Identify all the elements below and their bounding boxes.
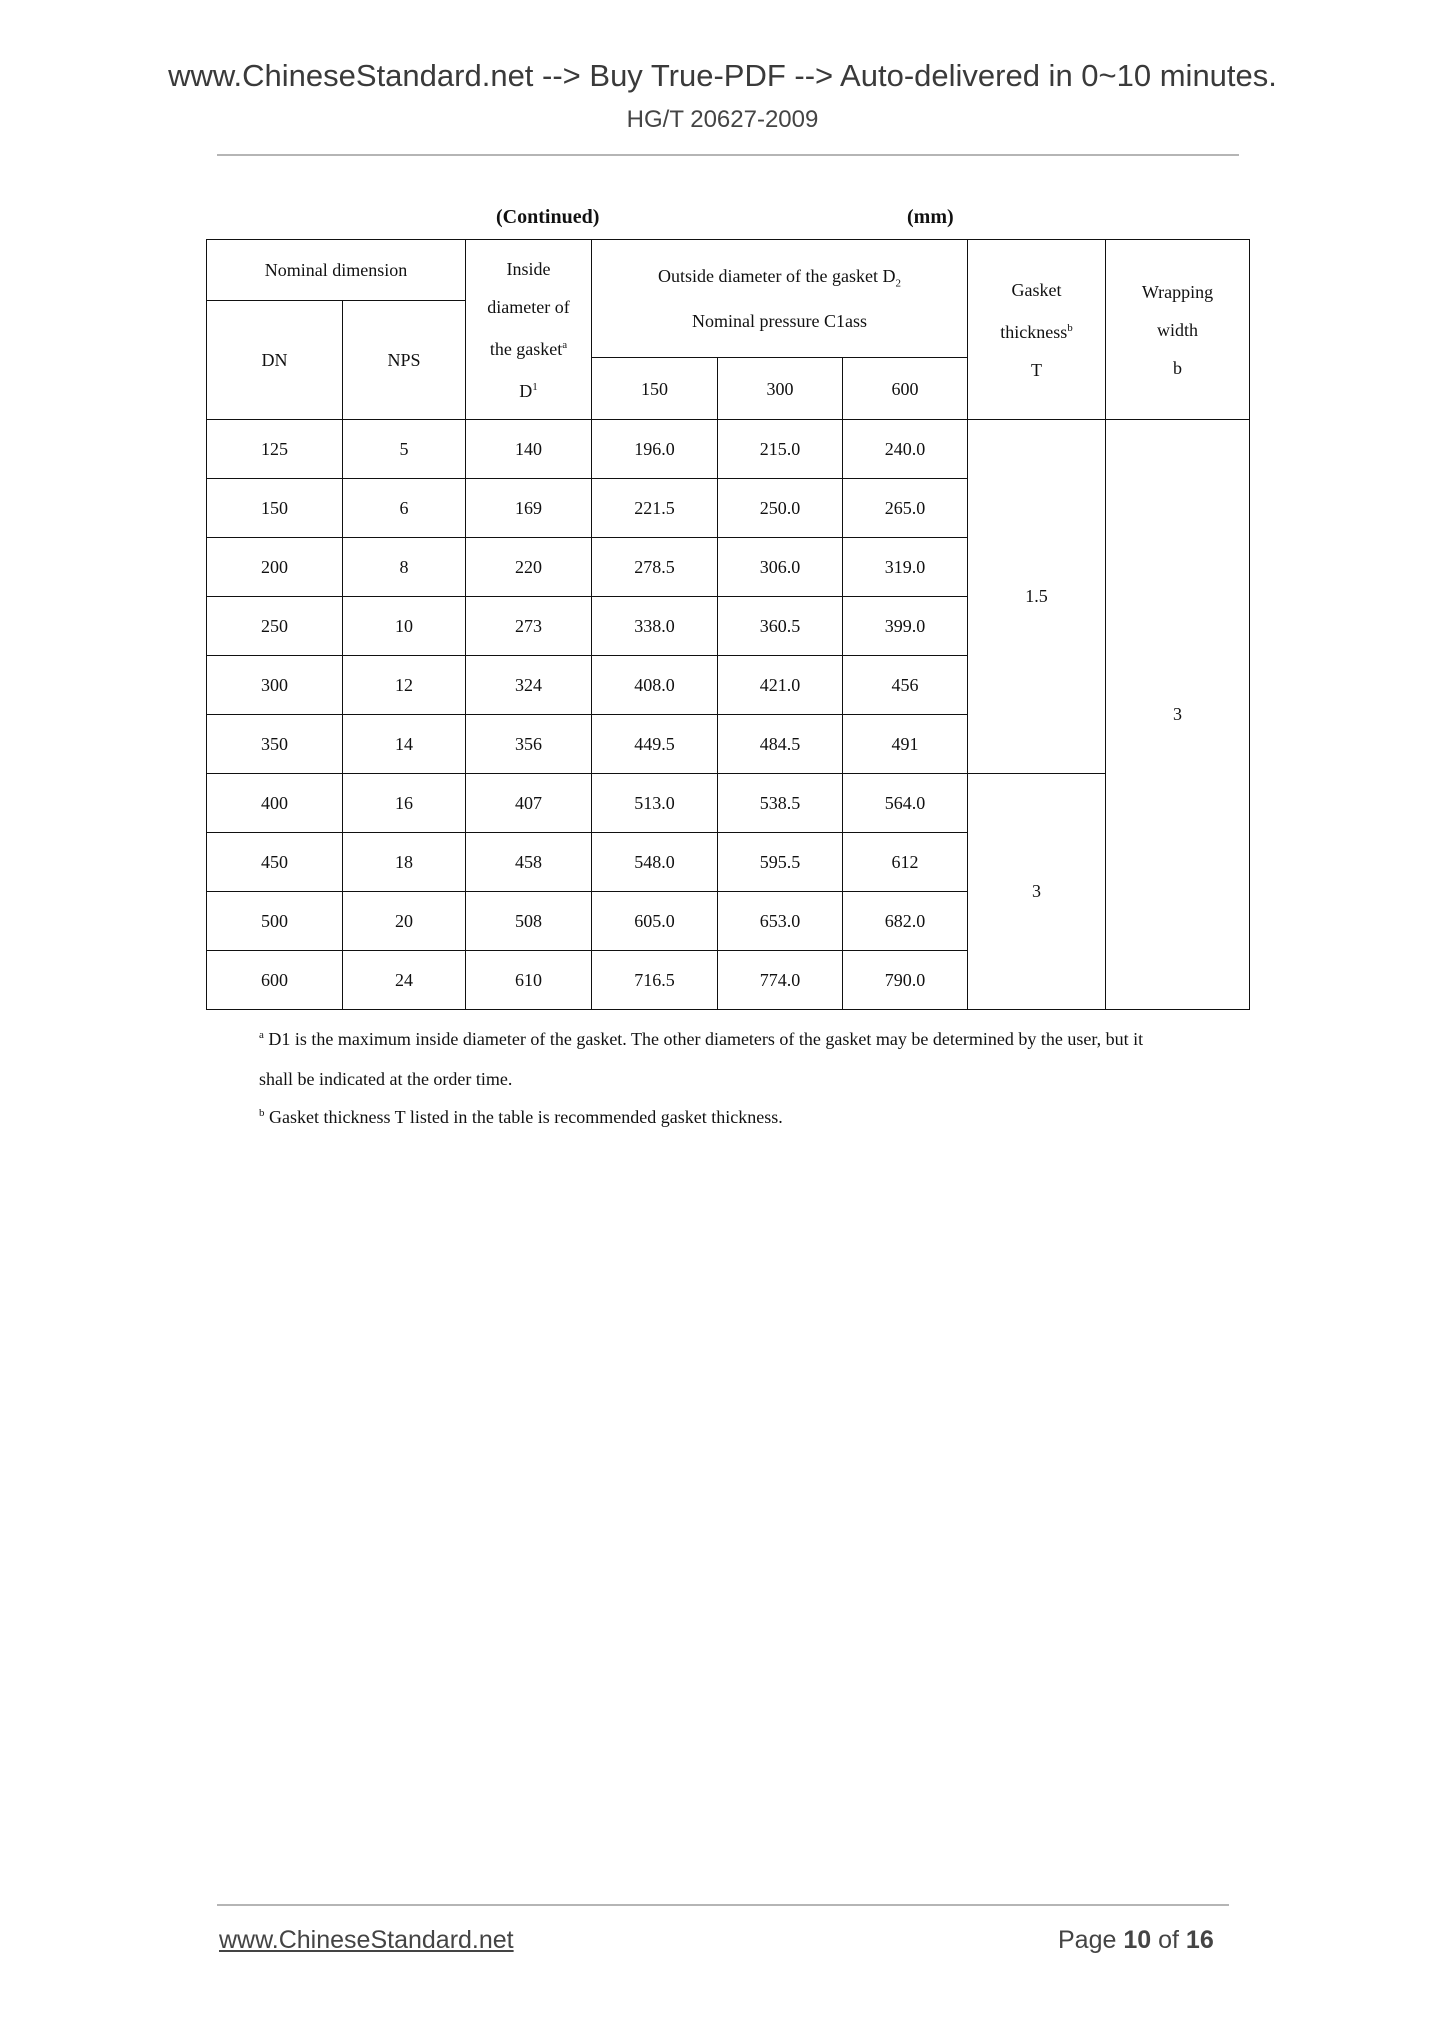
- table-cell: 774.0: [718, 951, 843, 1010]
- footnote-text: D1 is the maximum inside diameter of the gasket. The other diameters of the gasket may be determined by the user, but it: [268, 1029, 1144, 1049]
- table-cell: 356: [466, 715, 592, 774]
- header-text: Nominal pressure C1ass: [692, 311, 867, 332]
- table-cell: 125: [207, 420, 343, 479]
- header-text: thickness: [1000, 321, 1068, 342]
- gasket-dimension-table: [206, 239, 1250, 1010]
- table-cell: 12: [343, 656, 466, 715]
- table-cell: 273: [466, 597, 592, 656]
- table-cell: 6: [343, 479, 466, 538]
- table-cell: 169: [466, 479, 592, 538]
- table-cell: 408.0: [592, 656, 718, 715]
- header-text: the gasket: [489, 338, 563, 359]
- table-cell: 458: [466, 833, 592, 892]
- table-cell: 612: [843, 833, 968, 892]
- table-cell: 360.5: [718, 597, 843, 656]
- table-cell: 421.0: [718, 656, 843, 715]
- footnote-ref: a: [562, 338, 568, 351]
- table-cell: 605.0: [592, 892, 718, 951]
- header-inside-diameter: [466, 240, 592, 420]
- gasket-thickness-cell: 1.5: [968, 420, 1106, 774]
- table-row: [207, 774, 1250, 833]
- header-outside-diameter: [592, 240, 968, 358]
- footnote-mark: b: [259, 1107, 265, 1119]
- table-cell: 324: [466, 656, 592, 715]
- table-cell: 350: [207, 715, 343, 774]
- table-cell: 24: [343, 951, 466, 1010]
- table-cell: 20: [343, 892, 466, 951]
- table-cell: 790.0: [843, 951, 968, 1010]
- header-text: Outside diameter of the gasket D: [658, 265, 896, 286]
- header-text: b: [1173, 357, 1182, 378]
- table-cell: 682.0: [843, 892, 968, 951]
- header-text: Wrapping: [1141, 281, 1214, 302]
- footnote-ref: b: [1067, 321, 1073, 334]
- table-cell: 484.5: [718, 715, 843, 774]
- table-cell: 5: [343, 420, 466, 479]
- gasket-thickness-cell: 3: [968, 774, 1106, 1010]
- footnote-text: Gasket thickness T listed in the table is recommended gasket thickness.: [269, 1107, 783, 1127]
- table-cell: 399.0: [843, 597, 968, 656]
- table-cell: 456: [843, 656, 968, 715]
- header-nominal-dimension: Nominal dimension: [207, 240, 466, 301]
- table-cell: 319.0: [843, 538, 968, 597]
- table-cell: 220: [466, 538, 592, 597]
- table-cell: 250.0: [718, 479, 843, 538]
- header-text: Gasket: [1011, 279, 1062, 300]
- page-of-label: of: [1158, 1926, 1179, 1954]
- superscript: 1: [532, 380, 538, 393]
- page-total: 16: [1185, 1926, 1214, 1954]
- header-text: diameter of: [487, 296, 570, 317]
- table-cell: 595.5: [718, 833, 843, 892]
- table-cell: 508: [466, 892, 592, 951]
- table-row: [207, 420, 1250, 479]
- table-cell: 265.0: [843, 479, 968, 538]
- table-cell: 196.0: [592, 420, 718, 479]
- table-cell: 240.0: [843, 420, 968, 479]
- header-title: www.ChineseStandard.net --> Buy True-PDF --> Auto-delivered in 0~10 minutes.: [168, 58, 1277, 93]
- header-class-600: 600: [843, 358, 968, 420]
- table-cell: 491: [843, 715, 968, 774]
- table-cell: 538.5: [718, 774, 843, 833]
- table-cell: 278.5: [592, 538, 718, 597]
- document-id: HG/T 20627-2009: [626, 106, 819, 133]
- footer-divider: [217, 1904, 1229, 1906]
- header-class-300: 300: [718, 358, 843, 420]
- table-cell: 513.0: [592, 774, 718, 833]
- page-indicator: [1058, 1926, 1214, 1955]
- header-dn: DN: [207, 301, 343, 420]
- footer-website-link[interactable]: www.ChineseStandard.net: [219, 1926, 514, 1954]
- table-cell: 400: [207, 774, 343, 833]
- table-cell: 610: [466, 951, 592, 1010]
- wrapping-width-cell: 3: [1106, 420, 1250, 1010]
- table-cell: 450: [207, 833, 343, 892]
- header-divider: [217, 154, 1239, 156]
- table-cell: 407: [466, 774, 592, 833]
- table-cell: 16: [343, 774, 466, 833]
- table-cell: 600: [207, 951, 343, 1010]
- header-wrapping-width: [1106, 240, 1250, 420]
- header-text: T: [1031, 359, 1042, 380]
- footnote-mark: a: [259, 1029, 264, 1041]
- page-label: Page: [1058, 1926, 1117, 1954]
- table-cell: 300: [207, 656, 343, 715]
- table-cell: 500: [207, 892, 343, 951]
- table-cell: 306.0: [718, 538, 843, 597]
- header-text: width: [1156, 319, 1198, 340]
- footnote-b: [259, 1107, 783, 1128]
- table-cell: 250: [207, 597, 343, 656]
- header-text: D: [519, 380, 533, 401]
- table-cell: 449.5: [592, 715, 718, 774]
- table-cell: 653.0: [718, 892, 843, 951]
- page-number: 10: [1123, 1926, 1152, 1954]
- header-nps: NPS: [343, 301, 466, 420]
- table-cell: 338.0: [592, 597, 718, 656]
- table-cell: 18: [343, 833, 466, 892]
- table-cell: 215.0: [718, 420, 843, 479]
- table-cell: 716.5: [592, 951, 718, 1010]
- table-unit: (mm): [907, 206, 954, 228]
- table-cell: 548.0: [592, 833, 718, 892]
- table-cell: 140: [466, 420, 592, 479]
- header-gasket-thickness: [968, 240, 1106, 420]
- footnote-a-continued: shall be indicated at the order time.: [259, 1069, 513, 1089]
- table-cell: 150: [207, 479, 343, 538]
- table-cell: 200: [207, 538, 343, 597]
- table-cell: 221.5: [592, 479, 718, 538]
- table-cell: 564.0: [843, 774, 968, 833]
- table-caption: (Continued): [496, 206, 600, 228]
- header-text: Inside: [506, 258, 551, 279]
- header-class-150: 150: [592, 358, 718, 420]
- table-cell: 14: [343, 715, 466, 774]
- table-cell: 8: [343, 538, 466, 597]
- footnote-a: [259, 1029, 1143, 1050]
- table-cell: 10: [343, 597, 466, 656]
- subscript: 2: [895, 277, 901, 290]
